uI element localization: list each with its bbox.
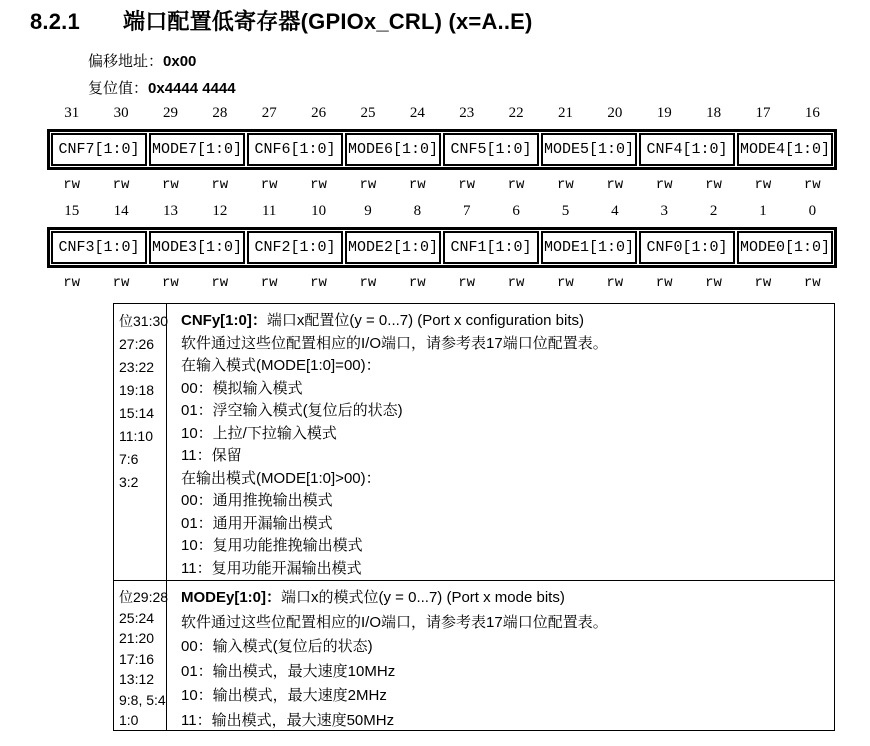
access-flag: rw: [803, 177, 821, 193]
access-flag: rw: [310, 275, 327, 291]
bit-number: 18: [706, 105, 722, 121]
description-line: [181, 445, 834, 468]
description-line: [181, 660, 834, 685]
register-field-cell: MODE4[1:0]: [737, 133, 833, 166]
reset-value-label: 复位值：: [88, 80, 149, 97]
bit-range: 17:16: [119, 650, 155, 667]
bit-range: 位29:28: [119, 589, 169, 605]
bit-number: 8: [413, 203, 422, 219]
access-flag: rw: [803, 275, 821, 291]
bit-range: 3:2: [119, 474, 139, 490]
reset-value-value: 0x4444 4444: [148, 80, 236, 97]
description-line: [181, 423, 834, 446]
register-field-cell: CNF3[1:0]: [51, 231, 147, 264]
access-flag: rw: [112, 275, 130, 291]
description-text: 01：浮空输入模式(复位后的状态): [181, 402, 403, 419]
page-title: [30, 5, 533, 36]
description-text: 端口x的模式位(y = 0...7) (Port x mode bits): [281, 589, 565, 606]
description-line: [181, 535, 834, 558]
access-flag: rw: [112, 177, 130, 193]
access-flag: rw: [754, 177, 772, 193]
access-flag: rw: [754, 275, 772, 291]
description-line: [181, 400, 834, 423]
register-field-cell: CNF2[1:0]: [247, 231, 343, 264]
access-flag: rw: [655, 177, 673, 193]
bit-range: 13:12: [119, 671, 155, 687]
bit-description-table: [113, 303, 835, 731]
bit-number: 0: [808, 203, 817, 219]
description-section-mode: [114, 581, 834, 730]
description-text: 00：模拟输入模式: [181, 379, 303, 397]
bit-ranges-column: [114, 304, 167, 580]
bit-number: 4: [611, 203, 619, 219]
bit-number: 30: [113, 105, 129, 121]
description-text: 在输入模式(MODE[1:0]=00)：: [181, 357, 381, 374]
description-line: [181, 378, 834, 401]
register-row-high: [47, 105, 837, 193]
description-line: [181, 611, 834, 636]
bit-numbers-row-high: [47, 105, 837, 129]
bit-numbers-row-low: [47, 203, 837, 227]
bit-number: 15: [64, 203, 80, 219]
access-flag: rw: [507, 177, 525, 193]
register-field-cell: MODE0[1:0]: [737, 231, 833, 264]
bit-number: 10: [311, 203, 327, 219]
description-line: [181, 333, 834, 356]
register-field-cell: MODE7[1:0]: [149, 133, 245, 166]
access-flag: rw: [458, 275, 476, 291]
bit-number: 6: [512, 203, 520, 219]
access-flag: rw: [606, 177, 624, 193]
description-text: 10：上拉/下拉输入模式: [181, 424, 337, 442]
bit-number: 31: [64, 105, 80, 121]
register-field-cell: MODE5[1:0]: [541, 133, 637, 166]
bit-range: 19:18: [119, 382, 155, 398]
access-flag: rw: [507, 275, 525, 291]
bit-number: 20: [607, 105, 623, 121]
access-flag: rw: [408, 275, 426, 291]
access-flag: rw: [458, 177, 476, 193]
register-field-cell: MODE6[1:0]: [345, 133, 441, 166]
access-flag: rw: [211, 275, 229, 291]
bit-number: 21: [557, 105, 573, 121]
register-field-cell: CNF7[1:0]: [51, 133, 147, 166]
description-line: [181, 709, 834, 731]
access-flag: rw: [162, 177, 179, 193]
description-text: 11：复用功能开漏输出模式: [181, 559, 362, 577]
description-line: [181, 355, 834, 378]
bit-ranges-column: [114, 581, 167, 730]
bit-number: 17: [755, 105, 771, 121]
register-row-low: [47, 203, 837, 291]
access-flag: rw: [211, 177, 229, 193]
access-flag: rw: [63, 177, 81, 193]
access-row-high: [47, 177, 837, 193]
offset-address-value: 0x00: [163, 53, 197, 70]
bit-number: 22: [508, 105, 524, 121]
description-lines-column: [167, 304, 834, 580]
description-line: [181, 684, 834, 709]
description-line: [181, 635, 834, 660]
description-line: [181, 468, 834, 491]
bit-number: 5: [561, 203, 570, 219]
bit-range: 1:0: [119, 712, 139, 728]
bit-range: 7:6: [119, 451, 139, 467]
access-flag: rw: [408, 177, 426, 193]
bit-number: 14: [113, 203, 129, 219]
register-field-cell: MODE3[1:0]: [149, 231, 245, 264]
description-line: [181, 513, 834, 536]
bit-range: 21:20: [119, 630, 155, 646]
description-text: 01：通用开漏输出模式: [181, 514, 333, 532]
bit-number: 3: [660, 203, 668, 219]
offset-address-line: [88, 50, 196, 71]
access-flag: rw: [557, 275, 574, 291]
description-text: 00：输入模式(复位后的状态): [181, 638, 373, 655]
access-flag: rw: [260, 177, 278, 193]
page-title-text: 端口配置低寄存器(GPIOx_CRL) (x=A..E): [123, 9, 533, 34]
description-text: 软件通过这些位配置相应的I/O端口，请参考表17端口位配置表。: [181, 334, 608, 352]
description-text: 11：保留: [181, 447, 242, 464]
bit-number: 9: [364, 203, 372, 219]
access-flag: rw: [606, 275, 624, 291]
access-flag: rw: [557, 177, 574, 193]
bit-range: 11:10: [119, 428, 153, 444]
description-text: 11：输出模式，最大速度50MHz: [181, 711, 395, 729]
bit-number: 28: [212, 105, 228, 121]
access-flag: rw: [162, 275, 179, 291]
access-row-low: [47, 275, 837, 291]
register-field-cell: MODE1[1:0]: [541, 231, 637, 264]
access-flag: rw: [63, 275, 81, 291]
bit-number: 19: [656, 105, 672, 121]
access-flag: rw: [705, 177, 722, 193]
bit-range: 27:26: [119, 336, 155, 352]
bit-range: 位31:30: [119, 313, 169, 329]
access-flag: rw: [310, 177, 327, 193]
bit-range: 9:8, 5:4: [119, 691, 166, 708]
register-field-cell: CNF4[1:0]: [639, 133, 735, 166]
section-number: 8.2.1: [30, 9, 80, 34]
bit-number: 27: [261, 105, 277, 121]
description-line: [181, 490, 834, 513]
field-name-bold: MODEy[1:0]：: [181, 589, 282, 606]
description-line: [181, 558, 834, 581]
offset-address-label: 偏移地址：: [88, 53, 164, 70]
description-text: 01：输出模式，最大速度10MHz: [181, 662, 396, 680]
field-name-bold: CNFy[1:0]：: [181, 312, 267, 329]
description-lines-column: [167, 581, 834, 730]
register-field-cell: MODE2[1:0]: [345, 231, 441, 264]
register-fields-row-low: [47, 227, 837, 268]
bit-number: 12: [212, 203, 228, 219]
register-field-cell: CNF0[1:0]: [639, 231, 735, 264]
access-flag: rw: [359, 275, 377, 291]
bit-number: 2: [709, 203, 718, 219]
access-flag: rw: [359, 177, 377, 193]
description-text: 10：复用功能推挽输出模式: [181, 537, 363, 554]
register-field-cell: CNF6[1:0]: [247, 133, 343, 166]
register-field-cell: CNF5[1:0]: [443, 133, 539, 166]
access-flag: rw: [260, 275, 278, 291]
register-fields-row-high: [47, 129, 837, 170]
bit-number: 25: [360, 105, 376, 121]
bit-number: 16: [804, 105, 820, 121]
description-text: 00：通用推挽输出模式: [181, 492, 333, 509]
bit-number: 11: [261, 203, 277, 219]
description-text: 软件通过这些位配置相应的I/O端口，请参考表17端口位配置表。: [181, 613, 608, 631]
bit-number: 1: [759, 203, 767, 219]
bit-number: 7: [462, 203, 471, 219]
bit-range: 25:24: [119, 609, 155, 626]
bit-number: 26: [311, 105, 327, 121]
bit-number: 29: [162, 105, 178, 121]
description-text: 10：输出模式，最大速度2MHz: [181, 687, 387, 704]
access-flag: rw: [705, 275, 722, 291]
bit-range: 23:22: [119, 359, 155, 375]
description-line: [181, 310, 834, 333]
bit-range: 15:14: [119, 405, 155, 421]
access-flag: rw: [655, 275, 673, 291]
bit-number: 13: [162, 203, 178, 219]
description-line: [181, 586, 834, 611]
bit-number: 23: [459, 105, 475, 121]
bit-number: 24: [409, 105, 425, 121]
register-field-cell: CNF1[1:0]: [443, 231, 539, 264]
description-text: 端口x配置位(y = 0...7) (Port x configuration bits): [266, 312, 585, 329]
description-section-cnf: [114, 304, 834, 581]
reset-value-line: [88, 77, 236, 98]
description-text: 在输出模式(MODE[1:0]>00)：: [181, 469, 381, 487]
